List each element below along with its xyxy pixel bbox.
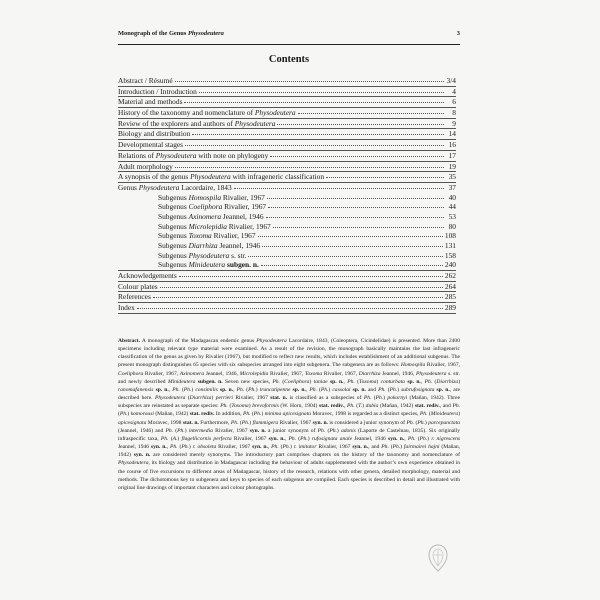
toc-entry-page: 53 bbox=[448, 211, 456, 221]
toc-leader-dots bbox=[262, 246, 443, 247]
toc-entry-label: Introduction / Introduction bbox=[118, 86, 197, 96]
toc-entry bbox=[118, 151, 456, 161]
toc-entry-page: 44 bbox=[448, 202, 456, 212]
toc-entry-label: Subgenus Physodeutera s. str. bbox=[158, 250, 247, 260]
toc-leader-dots bbox=[277, 124, 444, 125]
running-head-title: Monograph of the Genus Physodeutera bbox=[118, 30, 224, 37]
toc-entry-label: Abstract / Résumé bbox=[118, 76, 173, 85]
toc-leader-dots bbox=[185, 145, 444, 146]
toc-leader-dots bbox=[326, 177, 444, 178]
toc-entry bbox=[118, 183, 456, 193]
toc-entry-page: 80 bbox=[448, 221, 456, 231]
toc-entry bbox=[118, 271, 456, 281]
toc-leader-dots bbox=[160, 287, 443, 288]
toc-leader-dots bbox=[270, 156, 444, 157]
toc-leader-dots bbox=[248, 256, 442, 257]
toc-entry bbox=[118, 241, 456, 251]
running-head bbox=[118, 26, 460, 45]
toc-entry-page: 40 bbox=[448, 192, 456, 202]
toc-leader-dots bbox=[137, 308, 443, 309]
toc-entry-label: Subgenus Microlepidia Rivalier, 1967 bbox=[158, 221, 271, 231]
toc-leader-dots bbox=[268, 207, 444, 208]
toc-entry bbox=[118, 97, 456, 107]
toc-entry bbox=[118, 119, 456, 129]
toc-entry-page: 158 bbox=[444, 250, 456, 260]
toc-entry-page: 289 bbox=[444, 303, 456, 313]
toc-entry-page: 264 bbox=[444, 281, 456, 291]
toc-entry-page: 108 bbox=[444, 231, 456, 241]
toc-entry bbox=[118, 251, 456, 261]
toc-entry-page: 4 bbox=[452, 86, 456, 96]
toc-entry-label: Subgenus Axinomera Jeannel, 1946 bbox=[158, 211, 264, 221]
toc-entry bbox=[118, 140, 456, 150]
toc-entry bbox=[118, 303, 456, 313]
toc-entry-page: 8 bbox=[452, 108, 456, 118]
toc-leader-dots bbox=[192, 134, 444, 135]
toc-entry-label: Relations of Physodeutera with note on phylogeny bbox=[118, 150, 269, 160]
contents-title: Contents bbox=[268, 54, 310, 65]
toc-leader-dots bbox=[266, 217, 444, 218]
publisher-seal-icon bbox=[427, 544, 449, 572]
toc-entry-label: Genus Physodeutera Lacordaire, 1843 bbox=[118, 182, 232, 192]
toc-leader-dots bbox=[261, 265, 443, 266]
toc-entry-label: Subgenus Minideutera subgen. n. bbox=[158, 260, 259, 270]
toc-divider bbox=[118, 313, 456, 314]
toc-entry-label: Subgenus Diarrhiza Jeannel, 1946 bbox=[158, 241, 261, 250]
toc-entry-label: Subgenus Toxoma Rivalier, 1967 bbox=[158, 231, 256, 241]
toc-entry bbox=[118, 212, 456, 222]
toc-entry-label: A synopsis of the genus Physodeutera with infrageneric classification bbox=[118, 172, 325, 182]
toc-entry-page: 17 bbox=[448, 150, 456, 160]
toc-entry-label: Developmental stages bbox=[118, 140, 184, 150]
toc-entry bbox=[118, 129, 456, 139]
toc-entry bbox=[118, 231, 456, 241]
toc-entry-page: 3/4 bbox=[446, 76, 456, 85]
toc-entry-page: 16 bbox=[448, 140, 456, 150]
toc-entry-page: 6 bbox=[452, 97, 456, 107]
toc-entry-page: 37 bbox=[448, 182, 456, 192]
toc-entry-page: 285 bbox=[444, 292, 456, 302]
toc-leader-dots bbox=[273, 227, 444, 228]
toc-entry-page: 9 bbox=[452, 118, 456, 128]
page-number: 3 bbox=[456, 30, 460, 37]
toc-leader-dots bbox=[199, 92, 444, 93]
toc-entry bbox=[118, 292, 456, 302]
running-head-genus: Physodeutera bbox=[187, 30, 224, 37]
toc-entry-label: Review of the explorers and authors of Physodeutera bbox=[118, 118, 276, 128]
toc-entry-label: References bbox=[118, 292, 151, 302]
toc-leader-dots bbox=[175, 81, 444, 82]
toc-entry bbox=[118, 222, 456, 232]
toc-entry-page: 262 bbox=[444, 271, 456, 281]
toc-entry bbox=[118, 162, 456, 172]
toc-entry-label: Subgenus Coeliphora Rivalier, 1967 bbox=[158, 202, 267, 212]
toc-entry-label: Acknowledgements bbox=[118, 271, 177, 281]
toc-entry-label: Material and methods bbox=[118, 97, 183, 107]
toc-entry bbox=[118, 172, 456, 182]
toc-entry-page: 240 bbox=[444, 260, 456, 270]
toc-leader-dots bbox=[184, 102, 444, 103]
toc-leader-dots bbox=[258, 236, 443, 237]
toc-entry bbox=[118, 76, 456, 86]
toc-entry-label: Biology and distribution bbox=[118, 129, 191, 139]
toc-entry bbox=[118, 260, 456, 270]
toc-leader-dots bbox=[179, 276, 443, 277]
toc-leader-dots bbox=[175, 167, 444, 168]
toc-leader-dots bbox=[153, 297, 443, 298]
toc-entry-label: History of the taxonomy and nomenclature of Physodeutera bbox=[118, 108, 296, 118]
toc-entry-label: Colour plates bbox=[118, 281, 158, 291]
toc-entry bbox=[118, 108, 456, 118]
toc-leader-dots bbox=[234, 188, 444, 189]
abstract-paragraph: Abstract. A monograph of the Madagascan endemic genus Physodeutera Lacordaire, 1843, (Coleoptera, Cicindelidae) is presented. More than 2400 specimens including relevant type material were examined. As a result of the revision, the monograph basically maintains the last infrageneric classification of the genus as given by Rivalier (1967), but modified to reflect new results, which includes establishment of an additional subgenus. The present monograph distinguishes 65 species with six subspecies arranged into eight subgenera. The subgenera are as follows: Homospila Rivalier, 1967, Coeliphora Rivalier, 1967, Axinomera Jeannel, 1946, Microlepidia Rivalier, 1967, Toxoma Rivalier, 1967, Diarrhiza Jeannel, 1946, Physodeutera s. str. and newly described Minideutera subgen. n. Seven new species, Ph. (Coeliphora) taniae sp. n., Ph. (Toxoma) conturbata sp. n., Ph. (Diarrhiza) ranomafanensis sp. n., Ph. (Ph.) consimilis sp. n., Ph. (Ph.) truncatipenne sp. n., Ph. (Ph.) cassolai sp. n. and Ph. (Ph.) subrufosignata sp. n., are described here. Physodeutera (Diarrhiza) perrieri Rivalier, 1967 stat. n. is classified as a subspecies of Ph. (Ph.) pokornyi (Maňan, 1942). Three subspecies are reinstated as separate species: Ph. (Toxoma) brevoformis (W. Horn, 1904) stat. rediv., Ph. (T.) dubia (Maňan, 1942) stat. rediv., and Ph. (Ph.) komorousi (Maňan, 1942) stat. rediv. In addition, Ph. (Ph.) minima apicesignata Moravec, 1998 is regarded as a distinct species, Ph. (Minideutera) apicesignata Moravec, 1998 stat. n. Furthermore, Ph. (Ph.) flammigera Rivalier, 1967 syn. n. is considered a junior synonym of Ph. (Ph.) parcepunctata (Jeannel, 1946) and Ph. (Ph.) intermedia Rivalier, 1967 syn. n. a junior synonym of Ph. (Ph.) adonis (Laporte de Castelnau, 1835). Six originally infraspecific taxa, Ph. (A.) flagellicornis perfecta Rivalier, 1967 syn. n., Ph. (Ph.) rufosignata anale Jeannel, 1946 syn. n., Ph. (Ph.) r. nigrescens Jeannel, 1946 syn. n., Ph. (Ph.) r. obsoleta Rivalier, 1967 syn. n., Ph. (Ph.) r. imitator Rivalier, 1967 syn. n., and Ph. (Ph.) fairmairei hajni (Maňan, 1942) syn. n. are considered merely synonyms. The introductory part comprises chapters on the history of the taxonomy and nomenclature of Physodeutera, its biology and distribution in Madagascar including the behaviour of adults supplemented with the author’s own experience obtained in the course of five excursions to different areas of Madagascar, history of the research, relations with other genera, detailed morphology, material and methods. The dichotomous key to subgenera and keys to species of each subgenus are compiled. Each species is described in detail and illustrated with original line drawings of important characters and colour photographs. bbox=[118, 338, 461, 491]
toc-entry bbox=[118, 202, 456, 212]
toc-entry-label: Subgenus Homospila Rivalier, 1967 bbox=[158, 192, 265, 202]
toc-leader-dots bbox=[298, 113, 444, 114]
toc-leader-dots bbox=[267, 198, 444, 199]
toc-entry-page: 131 bbox=[444, 241, 456, 250]
toc-entry-page: 35 bbox=[448, 172, 456, 182]
toc-entry bbox=[118, 87, 456, 97]
toc-entry bbox=[118, 193, 456, 203]
toc-entry-label: Index bbox=[118, 303, 135, 313]
table-of-contents bbox=[118, 76, 456, 314]
toc-entry-page: 19 bbox=[448, 161, 456, 171]
toc-entry-page: 14 bbox=[448, 129, 456, 139]
toc-entry bbox=[118, 282, 456, 292]
toc-entry-label: Adult morphology bbox=[118, 161, 173, 171]
